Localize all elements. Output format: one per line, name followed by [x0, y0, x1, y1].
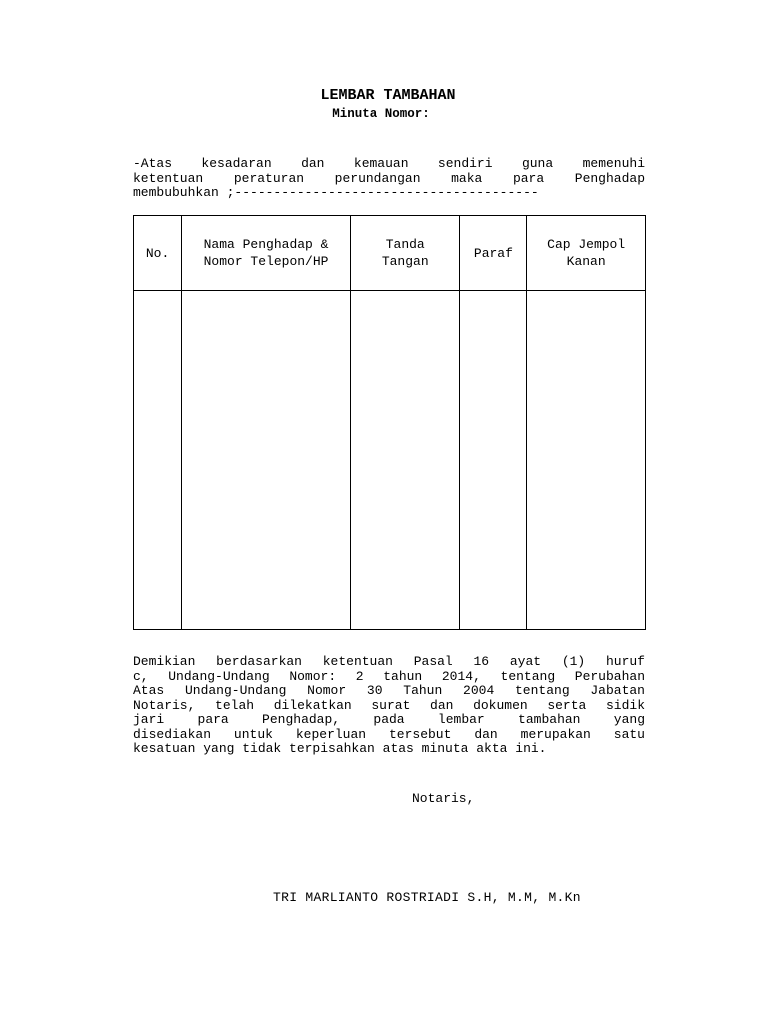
closing-line: c, Undang-Undang Nomor: 2 tahun 2014, tentang Perubahan — [133, 669, 645, 684]
minuta-number-label: Minuta Nomor: — [332, 107, 430, 121]
header-thumbprint-line1: Cap Jempol — [547, 237, 626, 252]
table-row — [134, 291, 646, 630]
header-name-line1: Nama Penghadap & — [203, 237, 329, 252]
closing-line: Demikian berdasarkan ketentuan Pasal 16 ayat (1) huruf — [133, 655, 645, 669]
intro-paragraph — [133, 157, 645, 201]
header-thumbprint — [527, 216, 646, 291]
intro-line: ketentuan peraturan perundangan maka para Penghadap — [133, 171, 645, 186]
closing-line: Notaris, telah dilekatkan surat dan dokumen serta sidik — [133, 698, 645, 713]
header-initials — [460, 216, 527, 291]
signatory-table — [133, 215, 646, 630]
closing-paragraph — [133, 655, 645, 757]
header-signature — [350, 216, 460, 291]
cell-thumbprint — [527, 291, 646, 630]
cell-initials — [460, 291, 527, 630]
closing-line: kesatuan yang tidak terpisahkan atas minuta akta ini. — [133, 742, 547, 756]
header-initials-text: Paraf — [473, 245, 513, 261]
closing-line: jari para Penghadap, pada lembar tambahan yang — [133, 713, 645, 727]
header-no-text: No. — [145, 245, 170, 261]
intro-line: -Atas kesadaran dan kemauan sendiri guna memenuhi — [133, 157, 645, 171]
cell-no — [134, 291, 182, 630]
cell-name-phone — [182, 291, 351, 630]
header-signature-line1: Tanda — [385, 237, 425, 252]
closing-line: disediakan untuk keperluan tersebut dan merupakan satu — [133, 727, 645, 742]
header-signature-line2: Tangan — [381, 254, 429, 269]
cell-signature — [350, 291, 460, 630]
header-name-line2: Nomor Telepon/HP — [203, 254, 329, 269]
header-thumbprint-line2: Kanan — [566, 254, 606, 269]
table-header-row — [134, 216, 646, 291]
header-name-phone — [182, 216, 351, 291]
header-no — [134, 216, 182, 291]
notary-name: TRI MARLIANTO ROSTRIADI S.H, M.M, M.Kn — [273, 890, 581, 905]
intro-line: membubuhkan ;--------------------------------------- — [133, 186, 539, 200]
document-title: LEMBAR TAMBAHAN — [320, 87, 456, 104]
notary-label: Notaris, — [412, 791, 475, 806]
closing-line: Atas Undang-Undang Nomor 30 Tahun 2004 tentang Jabatan — [133, 684, 645, 698]
